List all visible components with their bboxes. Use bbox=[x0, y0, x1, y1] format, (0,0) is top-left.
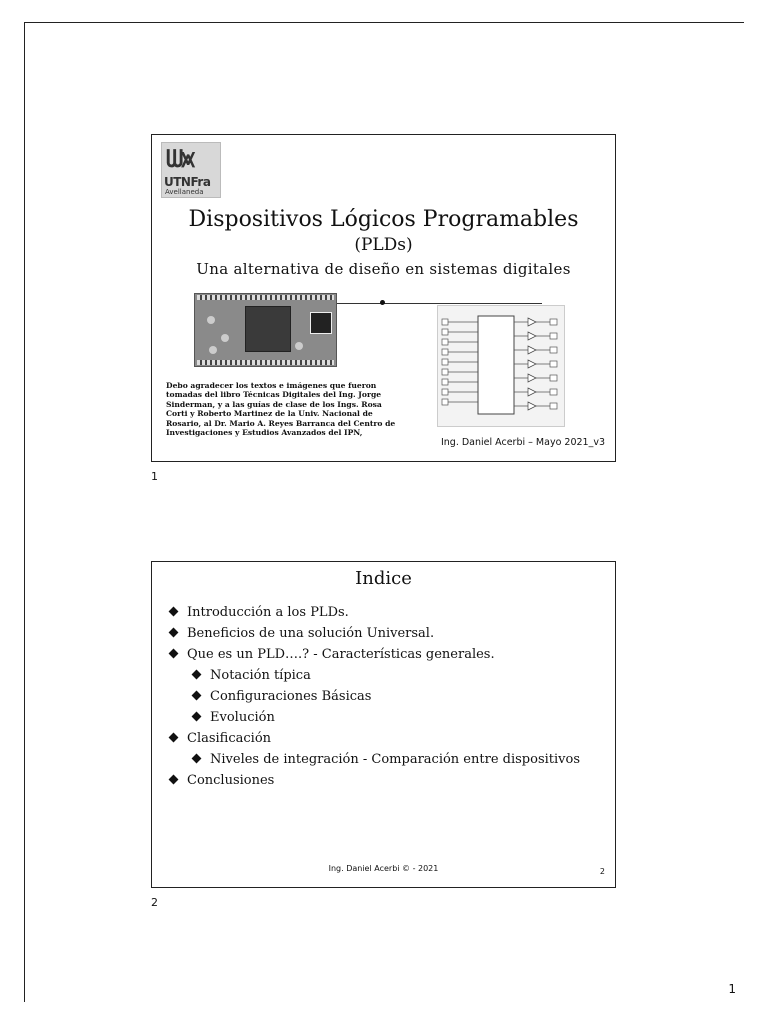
diamond-bullet-icon bbox=[192, 754, 202, 764]
index-subitem: Niveles de integración - Comparación entre dispositivos bbox=[170, 749, 580, 770]
slide-1-author: Ing. Daniel Acerbi – Mayo 2021_v3 bbox=[440, 437, 605, 448]
logo-subtext: Avellaneda bbox=[165, 188, 204, 196]
utn-logo bbox=[161, 142, 221, 198]
diamond-bullet-icon bbox=[192, 691, 202, 701]
diamond-bullet-icon bbox=[169, 733, 179, 743]
index-subitem: Evolución bbox=[170, 707, 580, 728]
index-list bbox=[170, 602, 580, 791]
page-border-left bbox=[24, 22, 25, 1002]
diamond-bullet-icon bbox=[169, 607, 179, 617]
index-item: Que es un PLD….? - Características generales. bbox=[170, 644, 580, 665]
diamond-bullet-icon bbox=[192, 670, 202, 680]
fpga-board-image bbox=[194, 293, 337, 367]
index-item: Clasificación bbox=[170, 728, 580, 749]
slide-1-title: Dispositivos Lógicos Programables bbox=[188, 207, 579, 232]
diamond-bullet-icon bbox=[169, 649, 179, 659]
pld-circuit-diagram bbox=[437, 305, 565, 427]
slide-2-caption: 2 bbox=[151, 896, 158, 909]
page-number: 1 bbox=[728, 982, 736, 996]
index-subitem: Configuraciones Básicas bbox=[170, 686, 580, 707]
slide-2-number: 2 bbox=[599, 867, 605, 876]
connector-dot bbox=[380, 300, 385, 305]
logo-mark: ᗯ⩙ bbox=[166, 145, 193, 173]
slide-1 bbox=[151, 134, 616, 462]
slide-2 bbox=[151, 561, 616, 888]
index-item: Beneficios de una solución Universal. bbox=[170, 623, 580, 644]
diamond-bullet-icon bbox=[169, 628, 179, 638]
slide-1-subtitle: (PLDs) bbox=[354, 235, 413, 255]
page-border-top bbox=[24, 22, 744, 23]
slide-2-author: Ing. Daniel Acerbi © - 2021 bbox=[328, 864, 439, 873]
index-item: Conclusiones bbox=[170, 770, 580, 791]
diamond-bullet-icon bbox=[169, 775, 179, 785]
slide-1-tagline: Una alternativa de diseño en sistemas digitales bbox=[196, 260, 571, 278]
credits-text: Debo agradecer los textos e imágenes que fueron tomadas del libro Técnicas Digitales del Ing. Jorge Sinderman, y a las guías de clase de los Ings. Rosa Corti y Roberto Martinez de la Univ. Nacional de Rosario, al Dr. Mario A. Reyes Barranca del Centro de Investigaciones y Estudios Avanzados del IPN, bbox=[166, 381, 396, 438]
slide-2-title: Indice bbox=[355, 568, 412, 589]
index-subitem: Notación típica bbox=[170, 665, 580, 686]
slide-1-caption: 1 bbox=[151, 470, 158, 483]
diamond-bullet-icon bbox=[192, 712, 202, 722]
index-item: Introducción a los PLDs. bbox=[170, 602, 580, 623]
connector-line bbox=[337, 303, 542, 304]
logo-text: UTNFra bbox=[164, 175, 211, 189]
